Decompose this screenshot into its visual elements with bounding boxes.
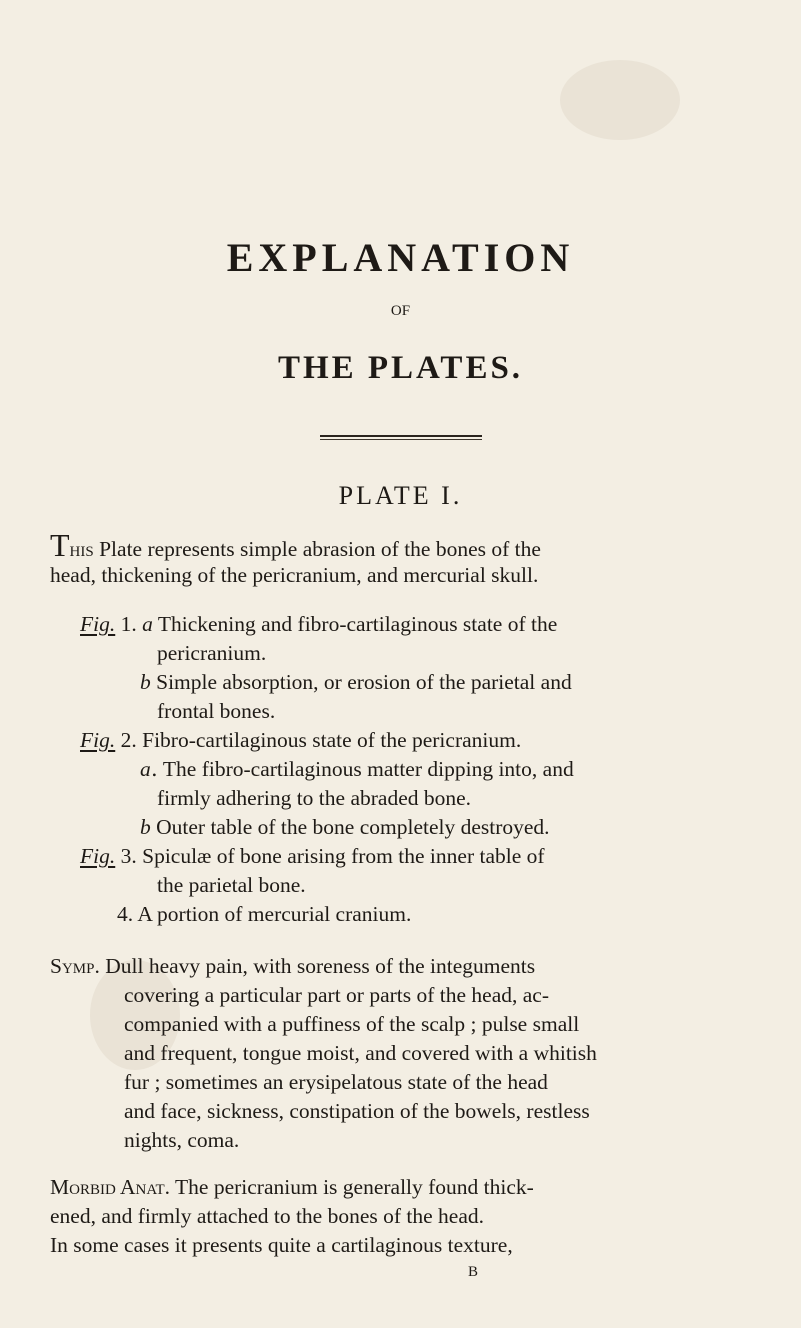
morbid-anat-line-1 xyxy=(50,1173,534,1201)
symptoms-line-7: nights, coma. xyxy=(124,1128,240,1152)
morbid-anat-line-3: In some cases it presents quite a cartilaginous texture, xyxy=(50,1233,513,1257)
signature-mark: B xyxy=(468,1264,479,1280)
fig1-number: 1. xyxy=(115,612,143,636)
fig3-continuation: the parietal bone. xyxy=(157,873,306,897)
fig1-b-continuation: frontal bones. xyxy=(157,699,276,723)
fig1-b-letter: b xyxy=(140,670,151,694)
fig1-a-continuation: pericranium. xyxy=(157,641,267,665)
fig2-a-line xyxy=(140,755,574,783)
morbid-anat-line-2: ened, and firmly attached to the bones of the head. xyxy=(50,1204,485,1228)
fig2-number: 2. xyxy=(115,728,143,752)
fig1-b-line xyxy=(140,668,572,696)
fig2-a-letter: a xyxy=(140,757,151,781)
symptoms-line-3: companied with a puffiness of the scalp ; pulse small xyxy=(124,1012,580,1036)
fig2-a-text: ․ The fibro-cartilaginous matter dipping into, and xyxy=(150,757,574,781)
intro-first-word: his xyxy=(69,537,94,561)
page-subtitle: THE PLATES. xyxy=(277,350,524,386)
fig4-number: 4. xyxy=(117,902,134,926)
fig2-b-letter: b xyxy=(140,815,151,839)
symptoms-text-1: Dull heavy pain, with soreness of the integuments xyxy=(99,954,536,978)
paper-stain xyxy=(560,60,680,140)
fig1-label: Fig. xyxy=(80,612,116,636)
morbid-anat-label: Morbid Anat. xyxy=(50,1175,171,1199)
fig3-text: Spiculæ of bone arising from the inner table of xyxy=(142,844,545,868)
divider-rule xyxy=(320,435,482,441)
fig3-line xyxy=(80,842,545,870)
fig1-b-text: Simple absorption, or erosion of the parietal and xyxy=(150,670,572,694)
fig2-b-line xyxy=(140,813,550,841)
title-connector: OF xyxy=(390,303,411,319)
symptoms-line-2: covering a particular part or parts of the head, ac- xyxy=(124,983,550,1007)
fig2-line xyxy=(80,726,521,754)
plate-heading: PLATE I. xyxy=(338,481,463,510)
fig1-a-letter: a xyxy=(142,612,153,636)
symptoms-label: Symp. xyxy=(50,954,100,978)
morbid-anat-text-1: The pericranium is generally found thick- xyxy=(170,1175,534,1199)
intro-line-2: head, thickening of the pericranium, and mercurial skull. xyxy=(50,563,539,587)
drop-letter: T xyxy=(50,527,70,563)
fig2-label: Fig. xyxy=(80,728,116,752)
symptoms-line-4: and frequent, tongue moist, and covered with a whitish xyxy=(124,1041,597,1065)
fig2-b-text: Outer table of the bone completely destroyed. xyxy=(150,815,550,839)
fig3-number: 3. xyxy=(115,844,143,868)
symptoms-line-6: and face, sickness, constipation of the bowels, restless xyxy=(124,1099,590,1123)
intro-line-1 xyxy=(50,527,541,563)
fig3-label: Fig. xyxy=(80,844,116,868)
page-title: EXPLANATION xyxy=(226,235,575,280)
fig4-line xyxy=(117,900,411,928)
fig1-a-text: Thickening and fibro-cartilaginous state of the xyxy=(152,612,558,636)
intro-line-1-text: Plate represents simple abrasion of the bones of the xyxy=(93,537,541,561)
fig2-text: Fibro-cartilaginous state of the pericranium. xyxy=(142,728,522,752)
fig4-text: A portion of mercurial cranium. xyxy=(137,902,412,926)
symptoms-line-1 xyxy=(50,952,535,980)
fig1-line xyxy=(80,610,557,638)
symptoms-line-5: fur ; sometimes an erysipelatous state of the head xyxy=(124,1070,548,1094)
fig2-a-continuation: firmly adhering to the abraded bone. xyxy=(157,786,472,810)
